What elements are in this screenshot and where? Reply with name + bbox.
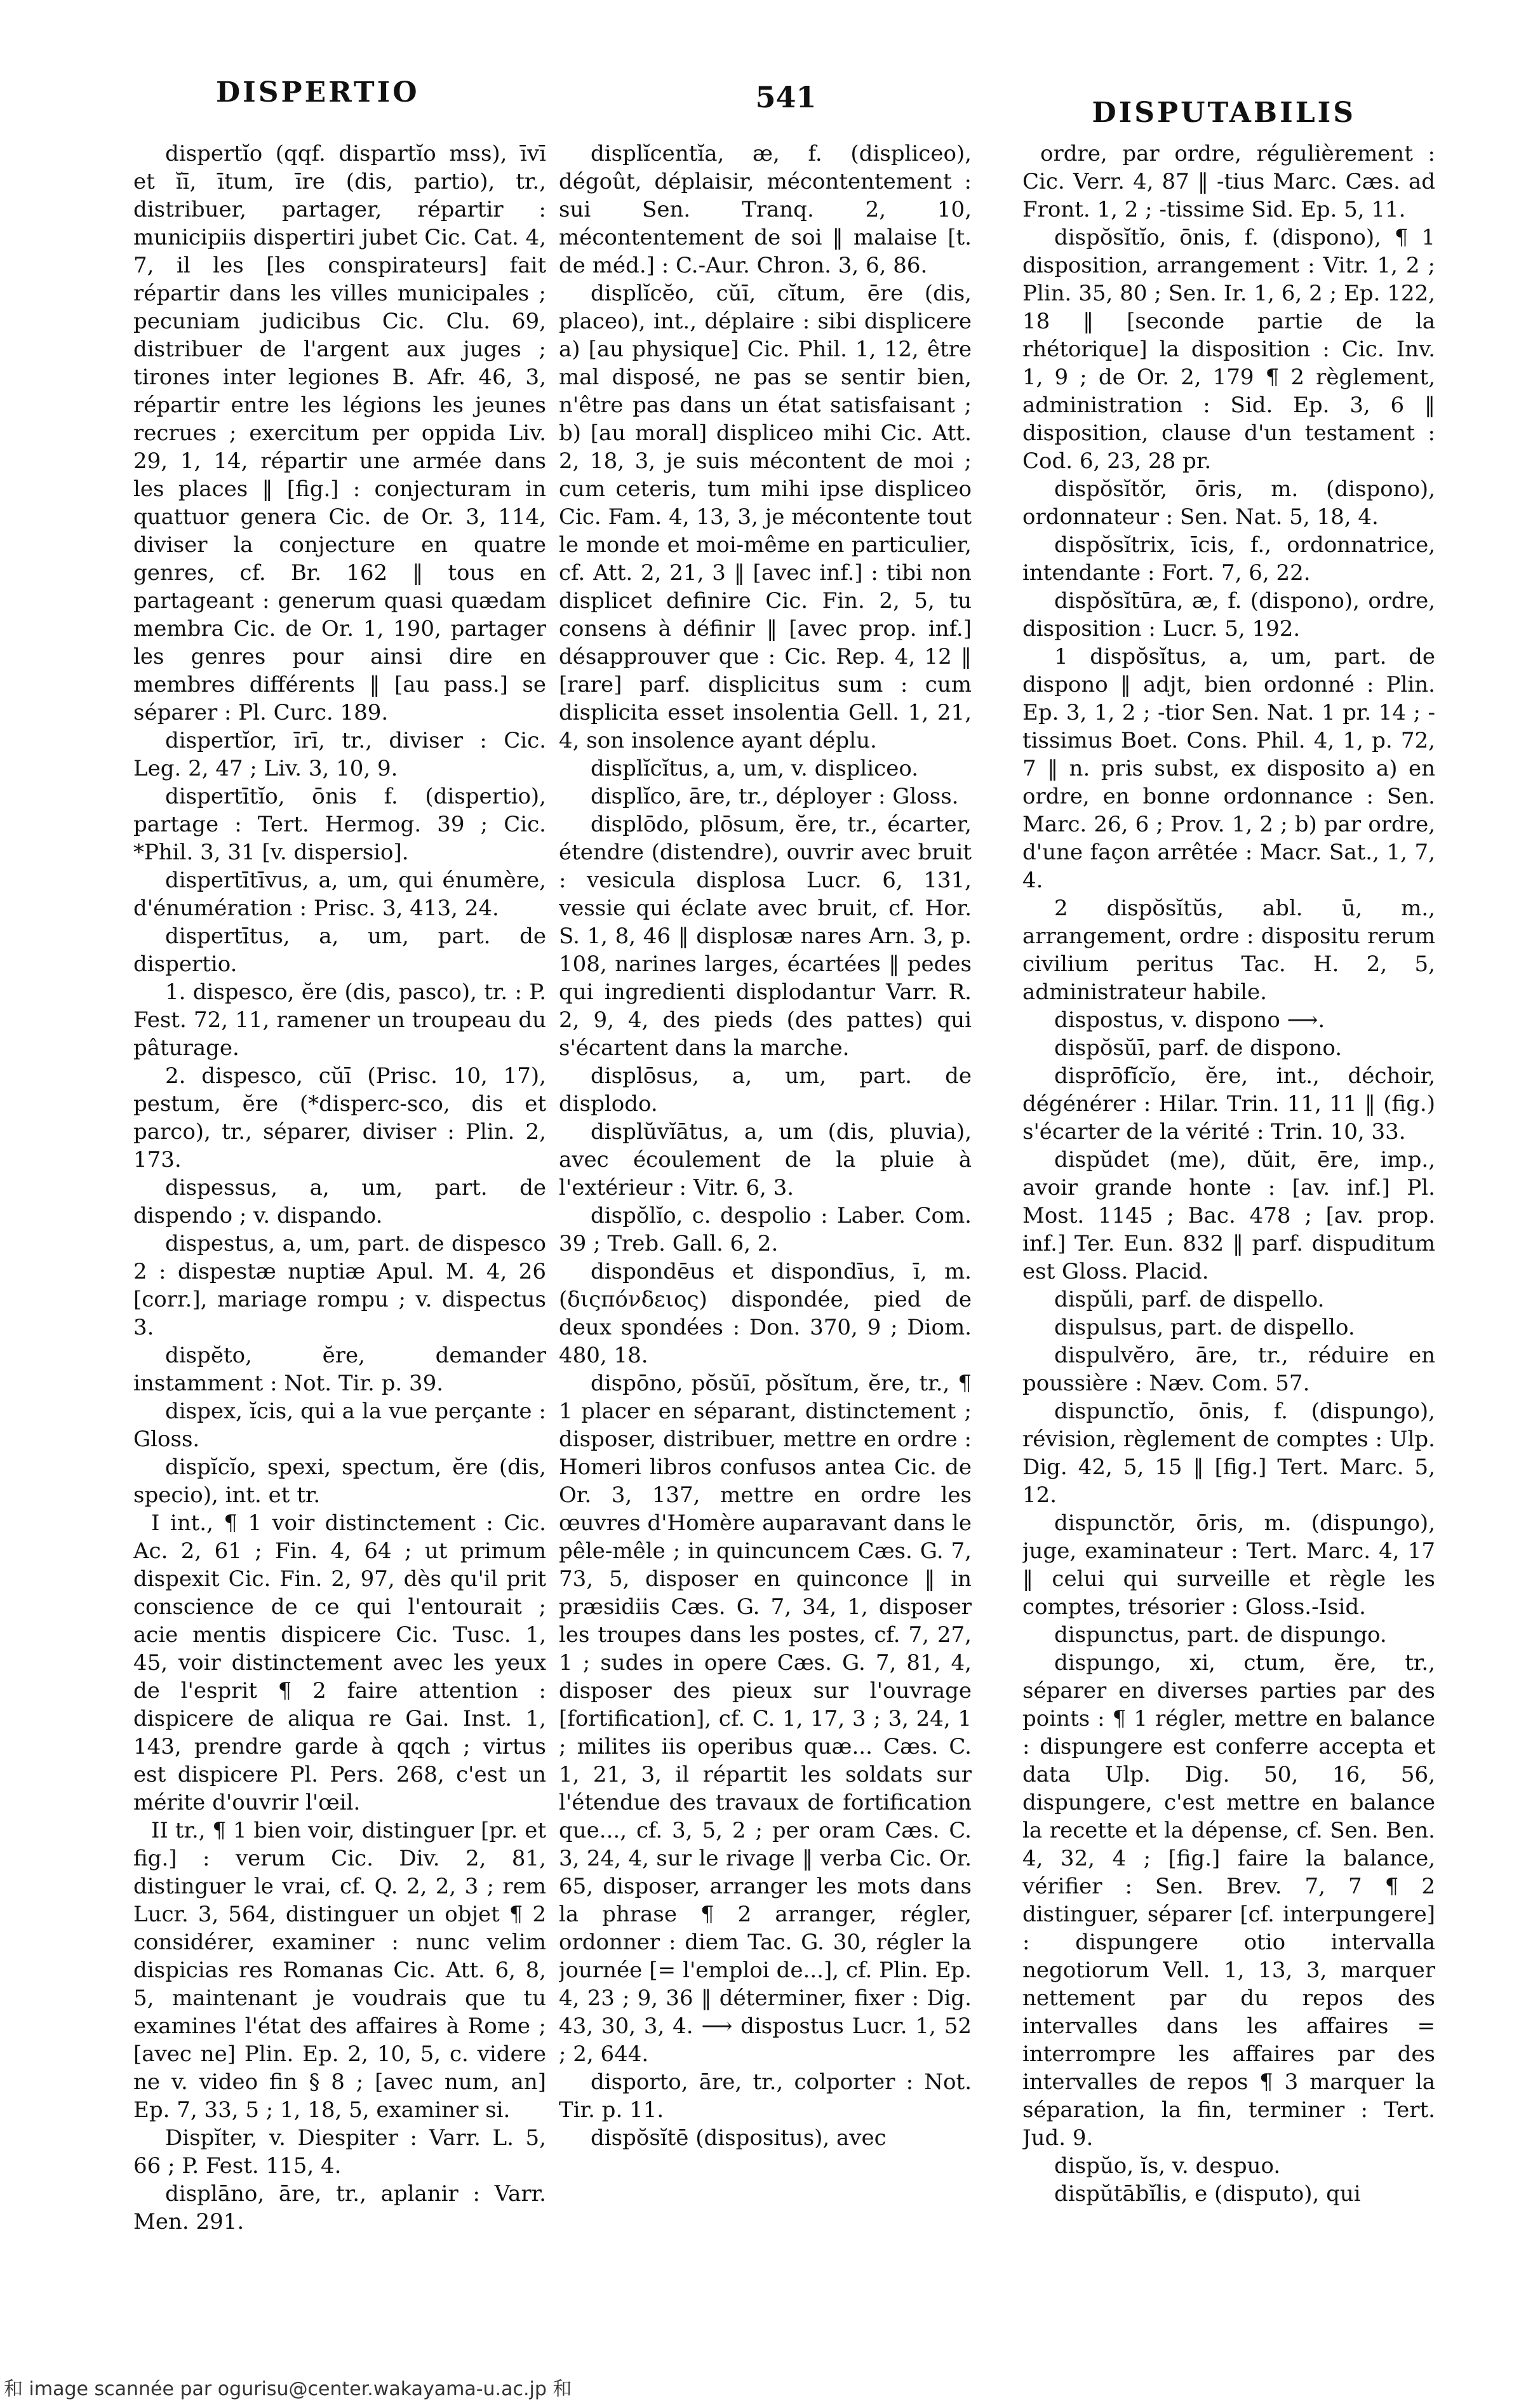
dictionary-entry: dispŏsŭī, parf. de dispono. <box>1054 1035 1342 1061</box>
right-guide-word: DISPUTABILIS <box>1092 97 1356 129</box>
dictionary-entry: dispŭli, parf. de dispello. <box>1054 1287 1325 1312</box>
dictionary-entry: dispŏsĭtūra, æ, f. (dispono), ordre, disposition : Lucr. 5, 192. <box>1022 588 1435 642</box>
dictionary-entry: displŭvĭātus, a, um (dis, pluvia), avec écoulement de la pluie à l'extérieur : Vitr. 6, 3. <box>559 1119 972 1200</box>
dictionary-entry-section: II tr., ¶ 1 bien voir, distinguer [pr. et fig.] : verum Cic. Div. 2, 81, distinguer le vrai, cf. Q. 2, 2, 3 ; rem Lucr. 3, 564, distinguer un objet ¶ 2 considérer, examiner : nunc velim dispicias res Romanas Cic. Att. 6, 8, 5, maintenant je voudrais que tu examines l'état des affaires à Rome ; [avec ne] Plin. Ep. 2, 10, 5, c. videre ne v. video fin § 8 ; [avec num, an] Ep. 7, 33, 5 ; 1, 18, 5, examiner si. <box>133 1818 546 2123</box>
dictionary-entry: dispŭtābĭlis, e (disputo), qui <box>1054 2181 1361 2207</box>
dictionary-entry: dispungo, xi, ctum, ĕre, tr., séparer en diverses parties par des points : ¶ 1 régler, mettre en balance : dispungere est conferre accepta et data Ulp. Dig. 50, 16, 56, dispungere, c'est mettre en balance la recette et la dépense, cf. Sen. Ben. 4, 32, 4 ; [fig.] faire la balance, vérifier : Sen. Brev. 7, 7 ¶ 2 distinguer, séparer [cf. interpungere] : dispungere otio intervalla negotiorum Vell. 1, 13, 3, marquer nettement par du repos des intervalles dans les affaires = interrompre les affaires par des intervalles de repos ¶ 3 marquer la séparation, la fin, terminer : Tert. Jud. 9. <box>1022 1650 1435 2151</box>
scan-credit: 和 image scannée par ogurisu@center.wakayama-u.ac.jp 和 <box>4 2378 572 2400</box>
dictionary-entry: disprōfĭcĭo, ĕre, int., déchoir, dégénérer : Hilar. Trin. 11, 11 ‖ (fig.) s'écarter de la vérité : Trin. 10, 33. <box>1022 1063 1435 1145</box>
dictionary-entry-continued: ordre, par ordre, régulièrement : Cic. Verr. 4, 87 ‖ -tius Marc. Cæs. ad Front. 1, 2 ; -tissime Sid. Ep. 5, 11. <box>1022 141 1435 222</box>
text-columns <box>95 140 1435 2312</box>
dictionary-entry: 1 dispŏsĭtus, a, um, part. de dispono ‖ adjt, bien ordonné : Plin. Ep. 3, 1, 2 ; -tior Sen. Nat. 1 pr. 14 ; -tissimus Boet. Cons. Phil. 4, 1, p. 72, 7 ‖ n. pris subst, ex disposito a) en ordre, en bonne ordonnance : Sen. Marc. 26, 6 ; Prov. 1, 2 ; b) par ordre, d'une façon arrêtée : Macr. Sat., 1, 7, 4. <box>1022 644 1435 893</box>
dictionary-entry: displĭcĭtus, a, um, v. displiceo. <box>591 756 919 781</box>
dictionary-entry: Dispĭter, v. Diespiter : Varr. L. 5, 66 ; P. Fest. 115, 4. <box>133 2125 546 2179</box>
dictionary-entry: dispertītīvus, a, um, qui énumère, d'énumération : Prisc. 3, 413, 24. <box>133 868 546 921</box>
dictionary-entry: dispunctĭo, ōnis, f. (dispungo), révision, règlement de comptes : Ulp. Dig. 42, 5, 15 ‖ [fig.] Tert. Marc. 5, 12. <box>1022 1399 1435 1508</box>
left-guide-word: DISPERTIO <box>216 76 420 109</box>
page-number: 541 <box>755 80 817 114</box>
dictionary-entry: 1. dispesco, ĕre (dis, pasco), tr. : P. Fest. 72, 11, ramener un troupeau du pâturage. <box>133 979 546 1061</box>
dictionary-entry: dispŏsĭtŏr, ōris, m. (dispono), ordonnateur : Sen. Nat. 5, 18, 4. <box>1022 476 1435 530</box>
dictionary-entry: displĭcentĭa, æ, f. (displiceo), dégoût, déplaisir, mécontentement : sui Sen. Tranq. 2, 10, mécontentement de soi ‖ malaise [t. de méd.] : C.-Aur. Chron. 3, 6, 86. <box>559 141 972 278</box>
dictionary-entry: dispondēus et dispondīus, ī, m. (διςπόνδειος) dispondée, pied de deux spondées : Don. 370, 9 ; Diom. 480, 18. <box>559 1259 972 1368</box>
dictionary-entry: dispulvĕro, āre, tr., réduire en poussière : Næv. Com. 57. <box>1022 1343 1435 1396</box>
dictionary-entry: dispex, ĭcis, qui a la vue perçante : Gloss. <box>133 1399 546 1452</box>
dictionary-entry: dispŏsĭtrix, īcis, f., ordonnatrice, intendante : Fort. 7, 6, 22. <box>1022 532 1435 586</box>
dictionary-entry: dispulsus, part. de dispello. <box>1054 1315 1355 1340</box>
column-2 <box>559 140 972 2312</box>
dictionary-entry: displāno, āre, tr., aplanir : Varr. Men. 291. <box>133 2181 546 2235</box>
dictionary-entry: dispōno, pŏsŭī, pŏsĭtum, ĕre, tr., ¶ 1 placer en séparant, distinctement ; disposer, distribuer, mettre en ordre : Homeri libros confusos antea Cic. de Or. 3, 137, mettre en ordre les œuvres d'Homère auparavant dans le pêle-mêle ; in quincuncem Cæs. G. 7, 73, 5, disposer en quinconce ‖ in præsidiis Cæs. G. 7, 34, 1, disposer les troupes dans les postes, cf. 7, 27, 1 ; sudes in opere Cæs. G. 7, 81, 4, disposer des pieux sur l'ouvrage [fortification], cf. C. 1, 17, 3 ; 3, 24, 1 ; milites iis operibus quæ... Cæs. C. 1, 21, 3, il répartit les soldats sur l'étendue des travaux de fortification que..., cf. 3, 5, 2 ; per oram Cæs. C. 3, 24, 4, sur le rivage ‖ verba Cic. Or. 65, disposer, arranger les mots dans la phrase ¶ 2 arranger, régler, ordonner : diem Tac. G. 30, régler la journée [= l'emploi de...], cf. Plin. Ep. 4, 23 ; 9, 36 ‖ déterminer, fixer : Dig. 43, 30, 3, 4. ⟶ dispostus Lucr. 1, 52 ; 2, 644. <box>559 1371 972 2067</box>
dictionary-entry: dispestus, a, um, part. de dispesco 2 : dispestæ nuptiæ Apul. M. 4, 26 [corr.], mariage rompu ; v. dispectus 3. <box>133 1231 546 1340</box>
dictionary-entry: displĭco, āre, tr., déployer : Gloss. <box>591 784 959 809</box>
dictionary-entry: dispŏsĭtē (dispositus), avec <box>591 2125 887 2151</box>
dictionary-entry: dispessus, a, um, part. de dispendo ; v. dispando. <box>133 1175 546 1228</box>
dictionary-entry: dispertītus, a, um, part. de dispertio. <box>133 924 546 977</box>
dictionary-entry: dispunctŏr, ōris, m. (dispungo), juge, examinateur : Tert. Marc. 4, 17 ‖ celui qui surveille et règle les comptes, trésorier : Gloss.-Isid. <box>1022 1510 1435 1620</box>
dictionary-entry: dispertĭor, īrī, tr., diviser : Cic. Leg. 2, 47 ; Liv. 3, 10, 9. <box>133 728 546 781</box>
dictionary-entry: displĭcĕo, cŭī, cĭtum, ēre (dis, placeo), int., déplaire : sibi displicere a) [au physique] Cic. Phil. 1, 12, être mal disposé, ne pas se sentir bien, n'être pas dans un état satisfaisant ; b) [au moral] displiceo mihi Cic. Att. 2, 18, 3, je suis mécontent de moi ; cum ceteris, tum mihi ipse displiceo Cic. Fam. 4, 13, 3, je mécontente tout le monde et moi-même en particulier, cf. Att. 2, 21, 3 ‖ [avec inf.] : tibi non displicet definire Cic. Fin. 2, 5, tu consens à définir ‖ [avec prop. inf.] désapprouver que : Cic. Rep. 4, 12 ‖ [rare] parf. displicitus sum : cum displicita esset insolentia Gell. 1, 21, 4, son insolence ayant déplu. <box>559 281 972 753</box>
dictionary-entry: displōsus, a, um, part. de displodo. <box>559 1063 972 1117</box>
dictionary-entry: displōdo, plōsum, ĕre, tr., écarter, étendre (distendre), ouvrir avec bruit : vesicula displosa Lucr. 6, 131, vessie qui éclate avec bruit, cf. Hor. S. 1, 8, 46 ‖ displosæ nares Arn. 3, p. 108, narines larges, écartées ‖ pedes qui ingredienti displodantur Varr. R. 2, 9, 4, des pieds (des pattes) qui s'écartent dans la marche. <box>559 812 972 1061</box>
dictionary-entry: 2 dispŏsĭtŭs, abl. ū, m., arrangement, ordre : dispositu rerum civilium peritus Tac. H. 2, 5, administrateur habile. <box>1022 896 1435 1005</box>
dictionary-entry: dispunctus, part. de dispungo. <box>1054 1622 1387 1648</box>
dictionary-entry: dispostus, v. dispono ⟶. <box>1054 1007 1325 1033</box>
dictionary-entry: dispertītĭo, ōnis f. (dispertio), partage : Tert. Hermog. 39 ; Cic. *Phil. 3, 31 [v. dispersio]. <box>133 784 546 865</box>
column-3 <box>1022 140 1435 2312</box>
dictionary-entry-section: I int., ¶ 1 voir distinctement : Cic. Ac. 2, 61 ; Fin. 4, 64 ; ut primum dispexit Cic. Fin. 2, 97, dès qu'il prit conscience de ce qui l'entourait ; acie mentis dispicere Cic. Tusc. 1, 45, voir distinctement avec les yeux de l'esprit ¶ 2 faire attention : dispicere de aliqua re Gai. Inst. 1, 143, prendre garde à qqch ; virtus est dispicere Pl. Pers. 268, c'est un mérite d'ouvrir l'œil. <box>133 1510 546 1815</box>
dictionary-entry: disporto, āre, tr., colporter : Not. Tir. p. 11. <box>559 2069 972 2123</box>
dictionary-entry: dispŭo, ĭs, v. despuo. <box>1054 2153 1281 2179</box>
dictionary-entry: dispŏsĭtĭo, ōnis, f. (dispono), ¶ 1 disposition, arrangement : Vitr. 1, 2 ; Plin. 35, 80 ; Sen. Ir. 1, 6, 2 ; Ep. 122, 18 ‖ [seconde partie de la rhétorique] la disposition : Cic. Inv. 1, 9 ; de Or. 2, 179 ¶ 2 règlement, administration : Sid. Ep. 3, 6 ‖ disposition, clause d'un testament : Cod. 6, 23, 28 pr. <box>1022 225 1435 474</box>
dictionary-entry: dispŭdet (me), dŭit, ēre, imp., avoir grande honte : [av. inf.] Pl. Most. 1145 ; Bac. 478 ; [av. prop. inf.] Ter. Eun. 832 ‖ parf. dispuditum est Gloss. Placid. <box>1022 1147 1435 1284</box>
dictionary-entry: dispĕto, ĕre, demander instamment : Not. Tir. p. 39. <box>133 1343 546 1396</box>
dictionary-entry: dispĭcĭo, spexi, spectum, ĕre (dis, specio), int. et tr. <box>133 1455 546 1508</box>
dictionary-entry: 2. dispesco, cŭī (Prisc. 10, 17), pestum, ĕre (*disperc-sco, dis et parco), tr., séparer, diviser : Plin. 2, 173. <box>133 1063 546 1173</box>
dictionary-entry: dispŏlĭo, c. despolio : Laber. Com. 39 ; Treb. Gall. 6, 2. <box>559 1203 972 1256</box>
dictionary-entry: dispertĭo (qqf. dispartĭo mss), īvī et ĭī, ītum, īre (dis, partio), tr., distribuer, partager, répartir : municipiis dispertiri jubet Cic. Cat. 4, 7, il les [les conspirateurs] fait répartir dans les villes municipales ; pecuniam judicibus Cic. Clu. 69, distribuer de l'argent aux juges ; tirones inter legiones B. Afr. 46, 3, répartir entre les légions les jeunes recrues ; exercitum per oppida Liv. 29, 1, 14, répartir une armée dans les places ‖ [fig.] : conjecturam in quattuor genera Cic. de Or. 3, 114, diviser la conjecture en quatre genres, cf. Br. 162 ‖ tous en partageant : generum quasi quædam membra Cic. de Or. 1, 190, partager les genres pour ainsi dire en membres différents ‖ [au pass.] se séparer : Pl. Curc. 189. <box>133 141 546 725</box>
column-1 <box>133 140 546 2312</box>
page-header <box>216 64 1356 133</box>
